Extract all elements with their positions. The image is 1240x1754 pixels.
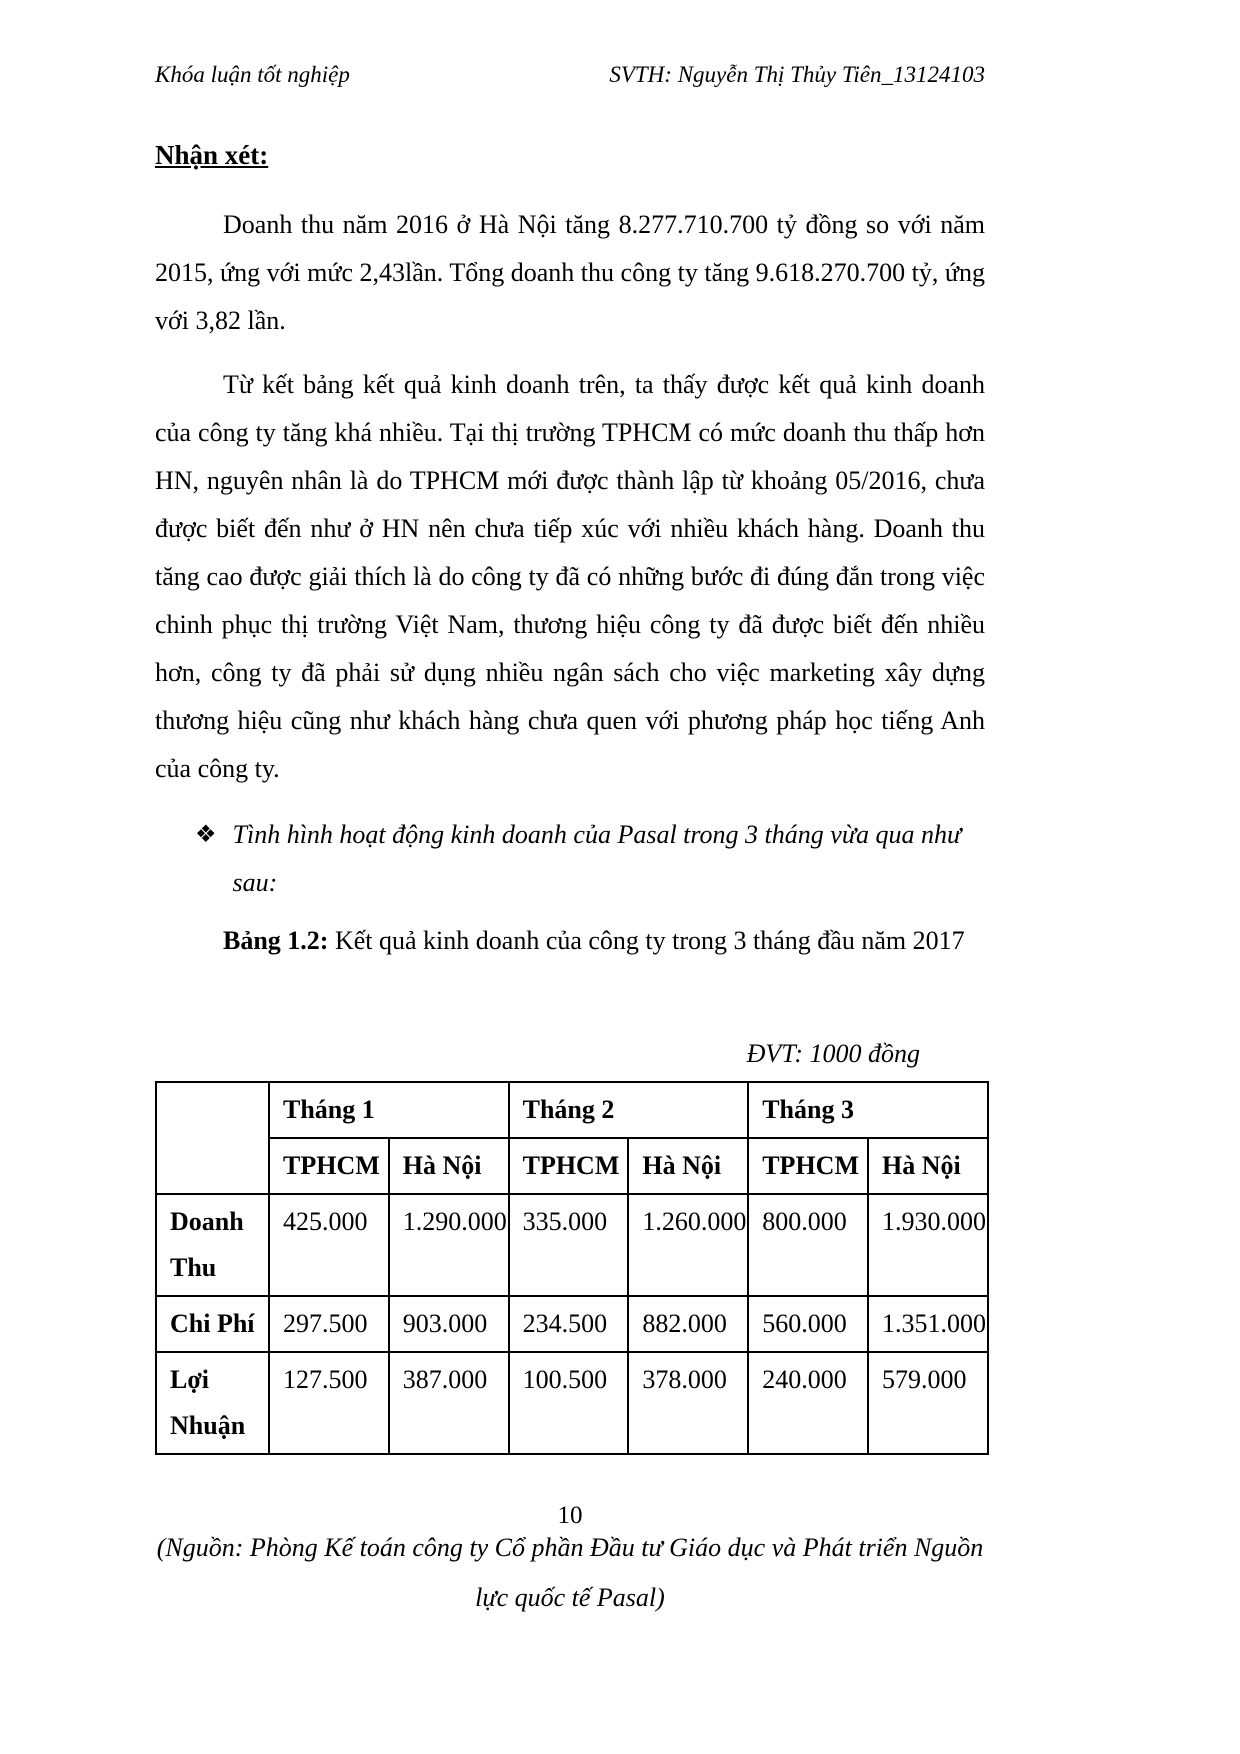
table-cell: 1.260.000 xyxy=(628,1194,748,1296)
page-header xyxy=(155,62,985,88)
table-cell: 1.930.000 xyxy=(868,1194,988,1296)
section-heading: Nhận xét: xyxy=(155,140,269,170)
table-row-cities xyxy=(156,1138,988,1194)
city-header: TPHCM xyxy=(509,1138,629,1194)
table-cell: 387.000 xyxy=(389,1352,509,1454)
page-number: 10 xyxy=(557,1502,583,1529)
month-header: Tháng 2 xyxy=(509,1082,749,1138)
city-header: Hà Nội xyxy=(628,1138,748,1194)
table-cell: 800.000 xyxy=(748,1194,868,1296)
table-cell: 378.000 xyxy=(628,1352,748,1454)
unit-note: ĐVT: 1000 đồng xyxy=(746,1039,920,1068)
paragraph-2: Từ kết bảng kết quả kinh doanh trên, ta thấy được kết quả kinh doanh của công ty tăng khá nhiều. Tại thị trường TPHCM có mức doanh thu thấp hơn HN, nguyên nhân là do TPHCM mới được thành lập từ khoảng 05/2016, chưa được biết đến như ở HN nên chưa tiếp xúc với nhiều khách hàng. Doanh thu tăng cao được giải thích là do công ty đã có những bước đi đúng đắn trong việc chinh phục thị trường Việt Nam, thương hiệu công ty đã được biết đến nhiều hơn, công ty đã phải sử dụng nhiều ngân sách cho việc marketing xây dựng thương hiệu cũng như khách hàng chưa quen với phương pháp học tiếng Anh của công ty. xyxy=(155,370,985,783)
city-header: Hà Nội xyxy=(389,1138,509,1194)
header-right-author: SVTH: Nguyễn Thị Thủy Tiên_13124103 xyxy=(609,62,985,87)
table-cell: 882.000 xyxy=(628,1296,748,1352)
table-row xyxy=(156,1352,988,1454)
table-row xyxy=(156,1194,988,1296)
row-label: Chi Phí xyxy=(156,1296,269,1352)
city-header: Hà Nội xyxy=(868,1138,988,1194)
table-cell: 1.290.000 xyxy=(389,1194,509,1296)
city-header: TPHCM xyxy=(748,1138,868,1194)
month-header: Tháng 1 xyxy=(269,1082,509,1138)
table-cell: 234.500 xyxy=(509,1296,629,1352)
table-cell: 903.000 xyxy=(389,1296,509,1352)
bullet-diamond-icon: ❖ xyxy=(195,822,217,848)
header-left-title: Khóa luận tốt nghiệp xyxy=(155,62,350,87)
table-cell: 100.500 xyxy=(509,1352,629,1454)
month-header: Tháng 3 xyxy=(748,1082,988,1138)
row-label: Doanh Thu xyxy=(156,1194,269,1296)
paragraph-1: Doanh thu năm 2016 ở Hà Nội tăng 8.277.710.700 tỷ đồng so với năm 2015, ứng với mức 2,43lần. Tổng doanh thu công ty tăng 9.618.270.700 tỷ, ứng với 3,82 lần. xyxy=(155,210,985,335)
table-cell: 1.351.000 xyxy=(868,1296,988,1352)
table-row-months xyxy=(156,1082,988,1138)
table-corner-cell xyxy=(156,1082,269,1194)
bullet-item xyxy=(195,811,985,907)
results-table xyxy=(155,1081,989,1455)
table-cell: 425.000 xyxy=(269,1194,389,1296)
source-note: (Nguồn: Phòng Kế toán công ty Cổ phần Đầu tư Giáo dục và Phát triển Nguồn lực quốc tế Pasal) xyxy=(156,1533,984,1612)
table-cell: 335.000 xyxy=(509,1194,629,1296)
table-row xyxy=(156,1296,988,1352)
table-caption-label: Bảng 1.2: xyxy=(223,926,329,955)
table-cell: 297.500 xyxy=(269,1296,389,1352)
table-caption-text: Kết quả kinh doanh của công ty trong 3 tháng đầu năm 2017 xyxy=(328,926,965,955)
table-cell: 560.000 xyxy=(748,1296,868,1352)
table-cell: 579.000 xyxy=(868,1352,988,1454)
table-cell: 127.500 xyxy=(269,1352,389,1454)
table-cell: 240.000 xyxy=(748,1352,868,1454)
row-label: Lợi Nhuận xyxy=(156,1352,269,1454)
bullet-text: Tình hình hoạt động kinh doanh của Pasal trong 3 tháng vừa qua như sau: xyxy=(232,820,962,897)
table-caption xyxy=(223,917,985,965)
city-header: TPHCM xyxy=(269,1138,389,1194)
